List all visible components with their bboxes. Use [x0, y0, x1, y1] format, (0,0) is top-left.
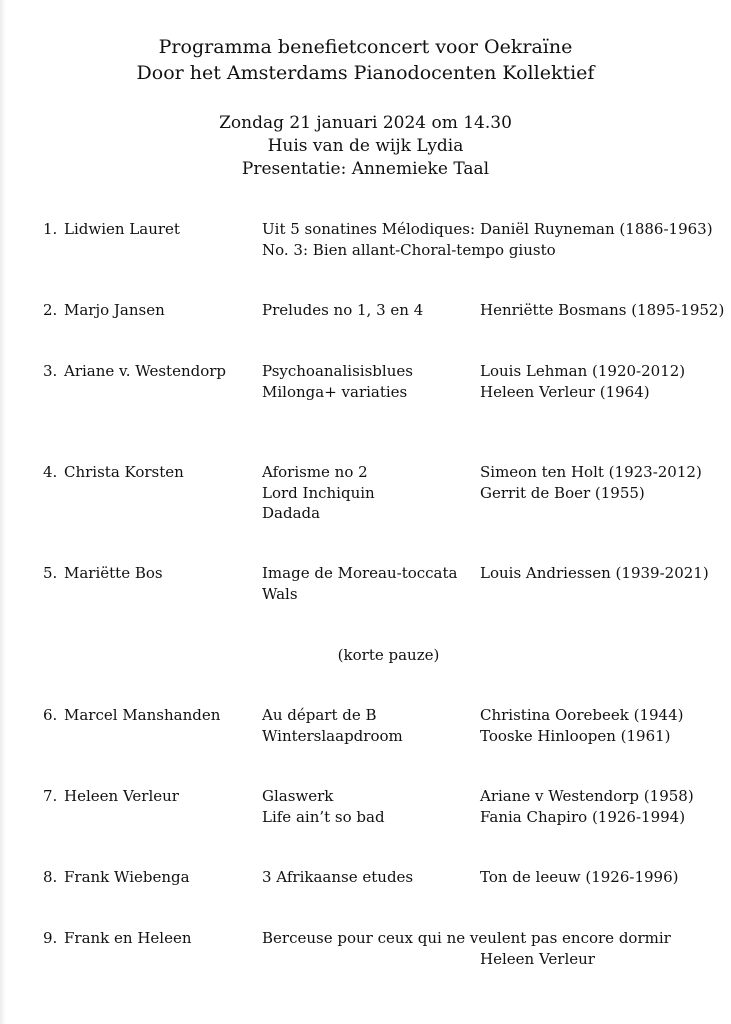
composer-name: Gerrit de Boer (1955) [480, 483, 645, 502]
event-venue: Huis van de wijk Lydia [267, 136, 464, 156]
pieces-list [262, 786, 385, 827]
piece-title: Wals [262, 584, 298, 603]
item-number: 8. [43, 868, 58, 886]
composers-list [480, 300, 724, 321]
piece-title: Dadada [262, 504, 321, 522]
composers-list [480, 928, 595, 969]
composers-list [480, 462, 702, 503]
item-number: 5. [43, 564, 58, 582]
piece-title: Aforisme no 2 [262, 463, 368, 481]
piece-title: Psychoanalisisblues [262, 362, 413, 380]
composer-name: Christina Oorebeek (1944) [480, 706, 684, 724]
performer-name: Ariane v. Westendorp [64, 362, 227, 380]
item-number: 2. [43, 301, 58, 319]
pieces-list [262, 462, 375, 524]
composer-name: Fania Chapiro (1926-1994) [480, 807, 686, 826]
pieces-list [262, 705, 403, 746]
item-number: 3. [43, 362, 58, 380]
piece-title: Glaswerk [262, 787, 334, 805]
piece-title: Lord Inchiquin [262, 483, 375, 502]
piece-title: 3 Afrikaanse etudes [262, 868, 414, 886]
composer-name: Heleen Verleur (1964) [480, 382, 650, 401]
composer-name: Ton de leeuw (1926-1996) [480, 868, 679, 886]
piece-title: Berceuse pour ceux qui ne veulent pas encore dormir [262, 929, 671, 947]
item-number: 9. [43, 929, 58, 947]
item-number: 1. [43, 220, 58, 238]
event-date-time: Zondag 21 januari 2024 om 14.30 [219, 113, 512, 133]
pieces-list [262, 300, 423, 321]
piece-title: Life ain’t so bad [262, 807, 385, 826]
piece-title: No. 3: Bien allant-Choral-tempo giusto [262, 240, 556, 259]
pieces-list [262, 928, 671, 949]
performer-name: Heleen Verleur [64, 787, 179, 805]
pieces-list [262, 867, 413, 888]
composer-name: Ariane v Westendorp (1958) [480, 787, 694, 805]
composers-list [480, 219, 713, 240]
composers-list [480, 705, 683, 746]
program-title: Programma benefietconcert voor Oekraïne [158, 36, 573, 58]
pieces-list [262, 361, 413, 402]
composer-name: Louis Andriessen (1939-2021) [480, 564, 709, 582]
composer-name: Heleen Verleur [480, 949, 595, 968]
item-number: 4. [43, 463, 58, 481]
composers-list [480, 563, 709, 584]
composer-name [480, 928, 595, 949]
performer-name: Mariëtte Bos [64, 564, 163, 582]
composers-list [480, 867, 679, 888]
composer-name: Daniël Ruyneman (1886-1963) [480, 220, 713, 238]
intermission-note: (korte pauze) [337, 646, 440, 664]
performer-name: Marcel Manshanden [64, 706, 221, 724]
composers-list [480, 786, 694, 827]
piece-title: Milonga+ variaties [262, 382, 408, 401]
event-details [0, 112, 731, 181]
program-subtitle: Door het Amsterdams Pianodocenten Kollektief [136, 62, 595, 84]
piece-title: Preludes no 1, 3 en 4 [262, 301, 424, 319]
performer-name: Frank en Heleen [64, 929, 192, 947]
composer-name: Simeon ten Holt (1923-2012) [480, 463, 702, 481]
performer-name: Marjo Jansen [64, 301, 165, 319]
composer-name: Henriëtte Bosmans (1895-1952) [480, 301, 725, 319]
composer-name: Louis Lehman (1920-2012) [480, 362, 686, 380]
composers-list [480, 361, 685, 402]
piece-title: Winterslaapdroom [262, 726, 403, 745]
piece-title: Uit 5 sonatines Mélodiques: [262, 220, 476, 238]
event-presenter: Presentatie: Annemieke Taal [241, 159, 490, 179]
piece-title: Au départ de B [262, 706, 377, 724]
piece-title: Image de Moreau-toccata [262, 564, 458, 582]
performer-name: Lidwien Lauret [64, 220, 180, 238]
pieces-list [262, 563, 457, 604]
performer-name: Frank Wiebenga [64, 868, 190, 886]
performer-name: Christa Korsten [64, 463, 184, 481]
title-block [0, 34, 731, 86]
item-number: 6. [43, 706, 58, 724]
composer-name: Tooske Hinloopen (1961) [480, 726, 671, 745]
item-number: 7. [43, 787, 58, 805]
